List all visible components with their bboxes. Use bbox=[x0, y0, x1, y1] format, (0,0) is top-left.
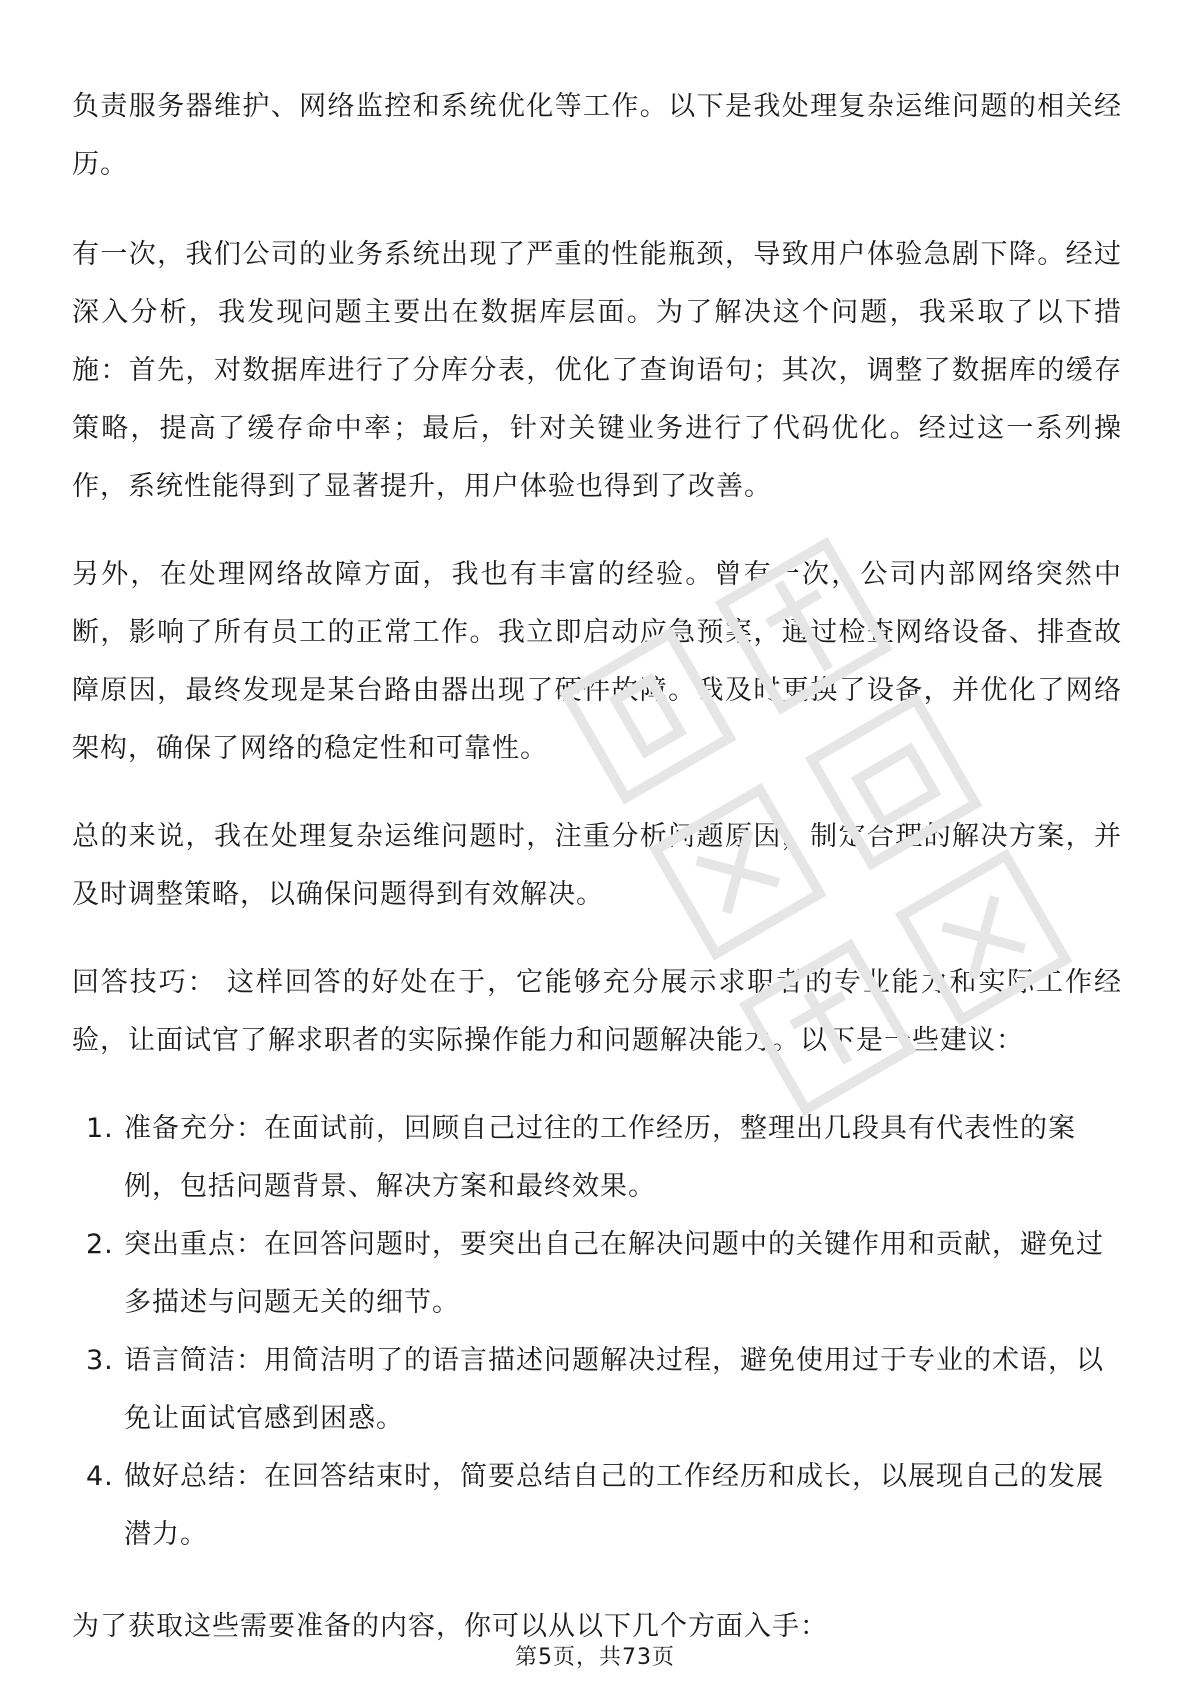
page-number-footer: 第5页，共73页 bbox=[515, 1645, 675, 1670]
paragraph-network-case: 另外，在处理网络故障方面，我也有丰富的经验。曾有一次，公司内部网络突然中断，影响了所有员工的正常工作。我立即启动应急预案，通过检查网络设备、排查故障原因，最终发现是某台路由器出现了硬件故障。我及时更换了设备，并优化了网络架构，确保了网络的稳定性和可靠性。 bbox=[72, 559, 1122, 764]
list-item bbox=[72, 1100, 1122, 1216]
list-item bbox=[72, 1216, 1122, 1332]
paragraph-performance-case: 有一次，我们公司的业务系统出现了严重的性能瓶颈，导致用户体验急剧下降。经过深入分析，我发现问题主要出在数据库层面。为了解决这个问题，我采取了以下措施：首先，对数据库进行了分库分表，优化了查询语句；其次，调整了数据库的缓存策略，提高了缓存命中率；最后，针对关键业务进行了代码优化。经过这一系列操作，系统性能得到了显著提升，用户体验也得到了改善。 bbox=[72, 239, 1122, 502]
list-item-text: 做好总结：在回答结束时，简要总结自己的工作经历和成长，以展现自己的发展潜力。 bbox=[124, 1461, 1104, 1550]
list-item-text: 突出重点：在回答问题时，要突出自己在解决问题中的关键作用和贡献，避免过多描述与问题无关的细节。 bbox=[124, 1229, 1104, 1318]
paragraph-closing: 为了获取这些需要准备的内容，你可以从以下几个方面入手： bbox=[72, 1611, 828, 1642]
paragraph-intro: 负责服务器维护、网络监控和系统优化等工作。以下是我处理复杂运维问题的相关经历。 bbox=[72, 91, 1122, 180]
list-item bbox=[72, 1332, 1122, 1448]
paragraph-summary: 总的来说，我在处理复杂运维问题时，注重分析问题原因，制定合理的解决方案，并及时调整策略，以确保问题得到有效解决。 bbox=[72, 821, 1122, 910]
list-item-text: 准备充分：在面试前，回顾自己过往的工作经历，整理出几段具有代表性的案例，包括问题背景、解决方案和最终效果。 bbox=[124, 1113, 1076, 1202]
list-item-number: 3. bbox=[86, 1345, 114, 1376]
list-item-text: 语言简洁：用简洁明了的语言描述问题解决过程，避免使用过于专业的术语，以免让面试官感到困惑。 bbox=[124, 1345, 1104, 1434]
tips-list bbox=[72, 1100, 1122, 1564]
list-item-number: 4. bbox=[86, 1461, 114, 1492]
list-item bbox=[72, 1448, 1122, 1564]
paragraph-answer-tips: 回答技巧： 这样回答的好处在于，它能够充分展示求职者的专业能力和实际工作经验，让面试官了解求职者的实际操作能力和问题解决能力。以下是一些建议： bbox=[72, 967, 1122, 1056]
list-item-number: 1. bbox=[86, 1113, 114, 1144]
list-item-number: 2. bbox=[86, 1229, 114, 1260]
